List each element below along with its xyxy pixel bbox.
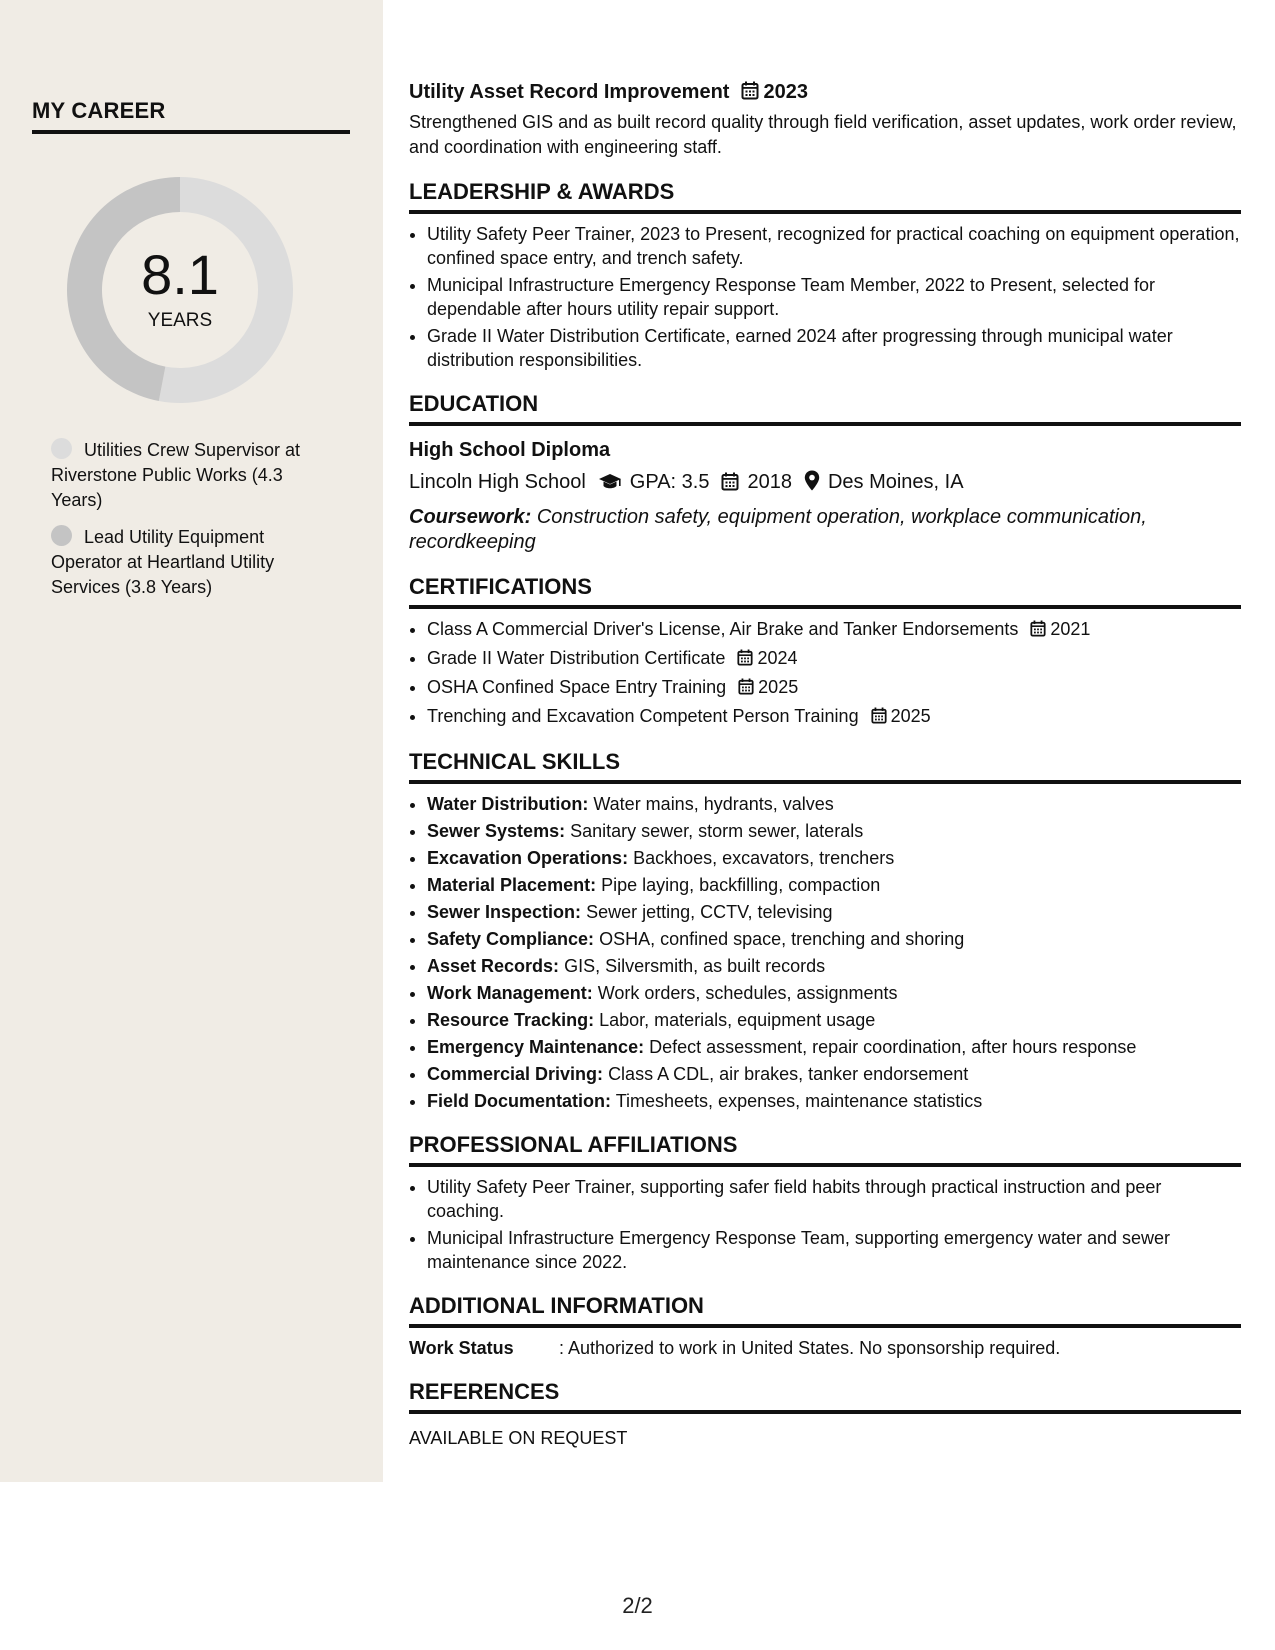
calendar-icon	[721, 469, 739, 501]
work-status-row	[409, 1336, 1241, 1360]
affiliations-heading: PROFESSIONAL AFFILIATIONS	[409, 1131, 1241, 1167]
work-status-label: Work Status	[409, 1338, 514, 1358]
legend-dot-icon	[51, 525, 72, 546]
skill-value: Pipe laying, backfilling, compaction	[601, 875, 881, 895]
list-item	[427, 704, 1241, 730]
education-heading: EDUCATION	[409, 390, 1241, 426]
map-pin-icon	[804, 469, 820, 501]
references-heading: REFERENCES	[409, 1378, 1241, 1414]
certification-year: 2025	[890, 706, 931, 726]
skills-list	[409, 792, 1241, 1113]
project-year: 2023	[763, 81, 808, 103]
list-item: • Municipal Infrastructure Emergency Response Team Member, 2022 to Present, selected for dependable after hours utility repair support.	[427, 273, 1241, 321]
skill-value: Sewer jetting, CCTV, televising	[586, 902, 833, 922]
career-legend-text: Lead Utility Equipment Operator at Heartland Utility Services (3.8 Years)	[51, 527, 275, 597]
skill-label: Water Distribution:	[427, 794, 589, 814]
skill-label: Material Placement:	[427, 875, 597, 895]
certification-name: Trenching and Excavation Competent Person Training	[427, 706, 859, 726]
skill-value: Labor, materials, equipment usage	[599, 1010, 876, 1030]
list-item: • Grade II Water Distribution Certificate, earned 2024 after progressing through municipal water distribution responsibilities.	[427, 324, 1241, 372]
gpa: GPA: 3.5	[629, 471, 710, 493]
skill-label: Excavation Operations:	[427, 848, 629, 868]
skill-value: GIS, Silversmith, as built records	[564, 956, 826, 976]
skill-label: Sewer Inspection:	[427, 902, 582, 922]
coursework-text: Construction safety, equipment operation, workplace communication, recordkeeping	[409, 506, 1147, 553]
legend-dot-icon	[51, 438, 72, 459]
list-item: • Municipal Infrastructure Emergency Response Team, supporting emergency water and sewer maintenance since 2022.	[427, 1226, 1241, 1274]
skill-value: Sanitary sewer, storm sewer, laterals	[570, 821, 864, 841]
leadership-heading: LEADERSHIP & AWARDS	[409, 178, 1241, 214]
graduation-cap-icon	[598, 469, 622, 501]
degree-title: High School Diploma	[409, 439, 611, 461]
list-item: • Utility Safety Peer Trainer, 2023 to Present, recognized for practical coaching on equipment operation, confined space entry, and trench safety.	[427, 222, 1241, 270]
skill-value: Backhoes, excavators, trenchers	[633, 848, 895, 868]
sidebar	[0, 0, 383, 1482]
skill-label: Emergency Maintenance:	[427, 1037, 645, 1057]
career-legend-item	[51, 525, 331, 600]
list-item	[427, 792, 1241, 816]
affiliations-list	[409, 1175, 1241, 1274]
skill-value: Work orders, schedules, assignments	[597, 983, 898, 1003]
certification-name: Class A Commercial Driver's License, Air Brake and Tanker Endorsements	[427, 619, 1019, 639]
page-number: 2/2	[622, 1593, 653, 1618]
list-item	[427, 1089, 1241, 1113]
skill-label: Safety Compliance:	[427, 929, 595, 949]
career-legend-text: Utilities Crew Supervisor at Riverstone Public Works (4.3 Years)	[51, 440, 301, 510]
certification-name: OSHA Confined Space Entry Training	[427, 677, 727, 697]
certifications-heading: CERTIFICATIONS	[409, 573, 1241, 609]
calendar-icon	[1030, 619, 1046, 643]
list-item	[427, 846, 1241, 870]
list-item	[427, 617, 1241, 643]
skill-label: Field Documentation:	[427, 1091, 611, 1111]
list-item: • Utility Safety Peer Trainer, supporting safer field habits through practical instruction and peer coaching.	[427, 1175, 1241, 1223]
main-content	[409, 78, 1241, 1450]
additional-info-heading: ADDITIONAL INFORMATION	[409, 1292, 1241, 1328]
career-legend-item	[51, 438, 331, 513]
certification-name: Grade II Water Distribution Certificate	[427, 648, 726, 668]
school-location: Des Moines, IA	[827, 471, 964, 493]
coursework-label: Coursework:	[409, 506, 532, 528]
list-item	[427, 1035, 1241, 1059]
project-title: Utility Asset Record Improvement	[409, 81, 730, 103]
list-item	[427, 900, 1241, 924]
list-item	[427, 981, 1241, 1005]
list-item	[427, 1062, 1241, 1086]
total-years-unit: YEARS	[147, 310, 213, 331]
career-heading: MY CAREER	[32, 98, 350, 134]
skill-label: Asset Records:	[427, 956, 560, 976]
skills-heading: TECHNICAL SKILLS	[409, 748, 1241, 784]
project-description: Strengthened GIS and as built record quality through field verification, asset updates, work order review, and coordination with engineering staff.	[409, 112, 1237, 157]
skill-value: Timesheets, expenses, maintenance statistics	[615, 1091, 983, 1111]
calendar-icon	[741, 80, 759, 108]
work-status-value: : Authorized to work in United States. No sponsorship required.	[559, 1338, 1061, 1358]
project-title-row	[409, 78, 1241, 108]
list-item	[427, 954, 1241, 978]
skill-value: OSHA, confined space, trenching and shoring	[599, 929, 965, 949]
list-item	[427, 927, 1241, 951]
certification-year: 2021	[1050, 619, 1091, 639]
skill-value: Defect assessment, repair coordination, after hours response	[649, 1037, 1137, 1057]
total-years-value: 8.1	[141, 243, 219, 306]
skill-label: Resource Tracking:	[427, 1010, 595, 1030]
school-name: Lincoln High School	[409, 471, 586, 493]
calendar-icon	[871, 706, 887, 730]
certification-year: 2025	[758, 677, 799, 697]
list-item	[427, 819, 1241, 843]
career-legend	[51, 438, 331, 612]
graduation-year: 2018	[747, 471, 792, 493]
list-item	[427, 873, 1241, 897]
certification-year: 2024	[757, 648, 798, 668]
skill-label: Sewer Systems:	[427, 821, 566, 841]
calendar-icon	[738, 677, 754, 701]
list-item	[427, 675, 1241, 701]
list-item	[427, 1008, 1241, 1032]
education-meta	[409, 466, 1241, 501]
list-item	[427, 646, 1241, 672]
skill-value: Class A CDL, air brakes, tanker endorsement	[608, 1064, 969, 1084]
references-text: AVAILABLE ON REQUEST	[409, 1428, 628, 1448]
leadership-list	[409, 222, 1241, 372]
coursework	[409, 505, 1241, 555]
skill-value: Water mains, hydrants, valves	[593, 794, 834, 814]
skill-label: Commercial Driving:	[427, 1064, 604, 1084]
skill-label: Work Management:	[427, 983, 593, 1003]
certifications-list	[409, 617, 1241, 730]
calendar-icon	[737, 648, 753, 672]
